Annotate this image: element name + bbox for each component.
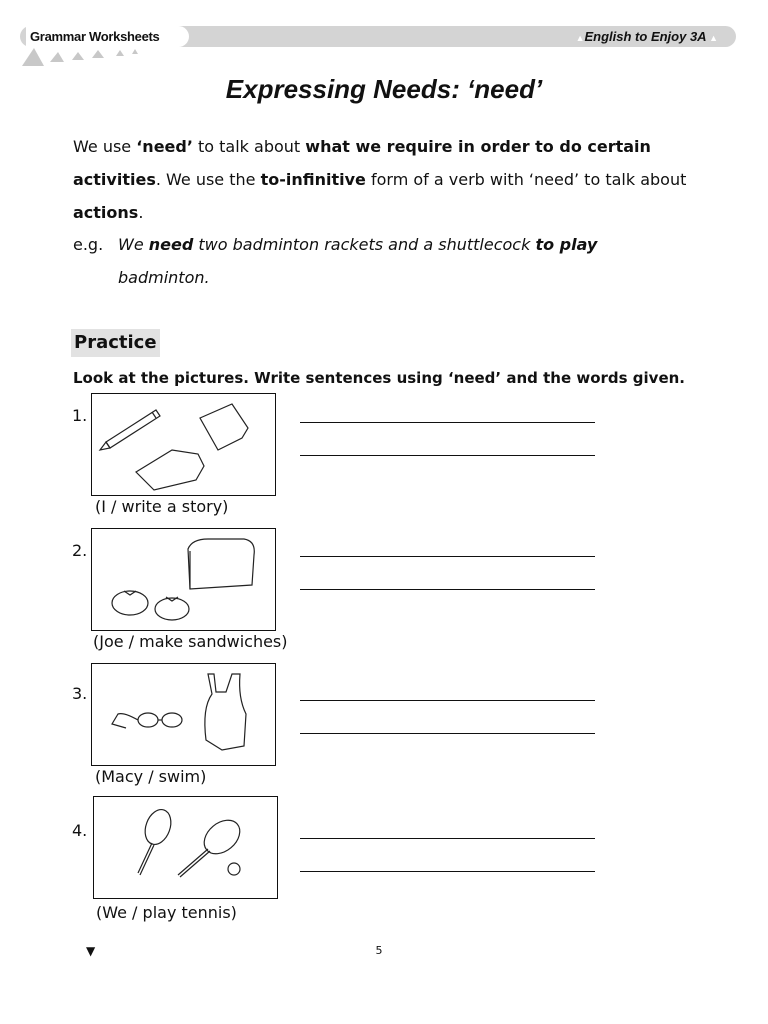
page-title: Expressing Needs: ‘need’ bbox=[225, 74, 543, 104]
page-number: 5 bbox=[375, 944, 383, 957]
caption-4: (We / play tennis) bbox=[96, 903, 237, 922]
goggles-and-swimsuit-icon bbox=[92, 664, 275, 765]
question-number-2: 2. bbox=[72, 541, 88, 560]
caption-1: (I / write a story) bbox=[95, 497, 229, 516]
example-label: e.g. bbox=[73, 235, 104, 254]
question-number-4: 4. bbox=[72, 821, 88, 840]
caption-2: (Joe / make sandwiches) bbox=[93, 632, 288, 651]
intro-bold-need: ‘need’ bbox=[136, 137, 193, 156]
intro-paragraph bbox=[73, 130, 693, 229]
example-block bbox=[73, 228, 693, 294]
header-right-label: ▲English to Enjoy 3A ▲ bbox=[575, 29, 718, 44]
answer-line-4a[interactable] bbox=[300, 838, 595, 839]
example-bold-need: need bbox=[148, 235, 194, 254]
question-number-3: 3. bbox=[72, 684, 88, 703]
intro-text: to talk about bbox=[192, 137, 306, 156]
example-text: two badminton rackets and a shuttlecock bbox=[193, 235, 536, 254]
practice-instruction: Look at the pictures. Write sentences using ‘need’ and the words given. bbox=[73, 369, 685, 387]
picture-2 bbox=[91, 528, 276, 631]
example-text: We bbox=[118, 235, 149, 254]
header-left-label: Grammar Worksheets bbox=[30, 29, 160, 44]
picture-4 bbox=[93, 796, 278, 899]
answer-line-4b[interactable] bbox=[300, 871, 595, 872]
intro-bold-infinitive: to-infinitive bbox=[260, 170, 366, 189]
answer-line-2b[interactable] bbox=[300, 589, 595, 590]
picture-1 bbox=[91, 393, 276, 496]
answer-line-1a[interactable] bbox=[300, 422, 595, 423]
pencil-and-paper-icon bbox=[92, 394, 275, 495]
intro-bold-actions: actions bbox=[73, 203, 139, 222]
intro-text: We use bbox=[73, 137, 137, 156]
intro-bold-requirement: what we require in order to do certain activities bbox=[73, 137, 651, 189]
intro-text: form of a verb with ‘need’ to talk about bbox=[365, 170, 687, 189]
question-number-1: 1. bbox=[72, 406, 88, 425]
header-right-text: English to Enjoy 3A bbox=[584, 29, 707, 44]
footer-marker-icon: ▼ bbox=[86, 944, 96, 958]
example-bold-to-play: to play bbox=[535, 235, 598, 254]
intro-text: . bbox=[138, 203, 144, 222]
example-line-2: badminton. bbox=[118, 268, 210, 287]
answer-line-3b[interactable] bbox=[300, 733, 595, 734]
picture-3 bbox=[91, 663, 276, 766]
decor-triangles-icon bbox=[20, 44, 150, 70]
answer-line-2a[interactable] bbox=[300, 556, 595, 557]
practice-heading: Practice bbox=[71, 329, 160, 357]
caption-3: (Macy / swim) bbox=[95, 767, 207, 786]
bread-and-tomatoes-icon bbox=[92, 529, 275, 630]
intro-text: . We use the bbox=[155, 170, 261, 189]
tennis-rackets-and-ball-icon bbox=[94, 797, 277, 898]
answer-line-3a[interactable] bbox=[300, 700, 595, 701]
answer-line-1b[interactable] bbox=[300, 455, 595, 456]
